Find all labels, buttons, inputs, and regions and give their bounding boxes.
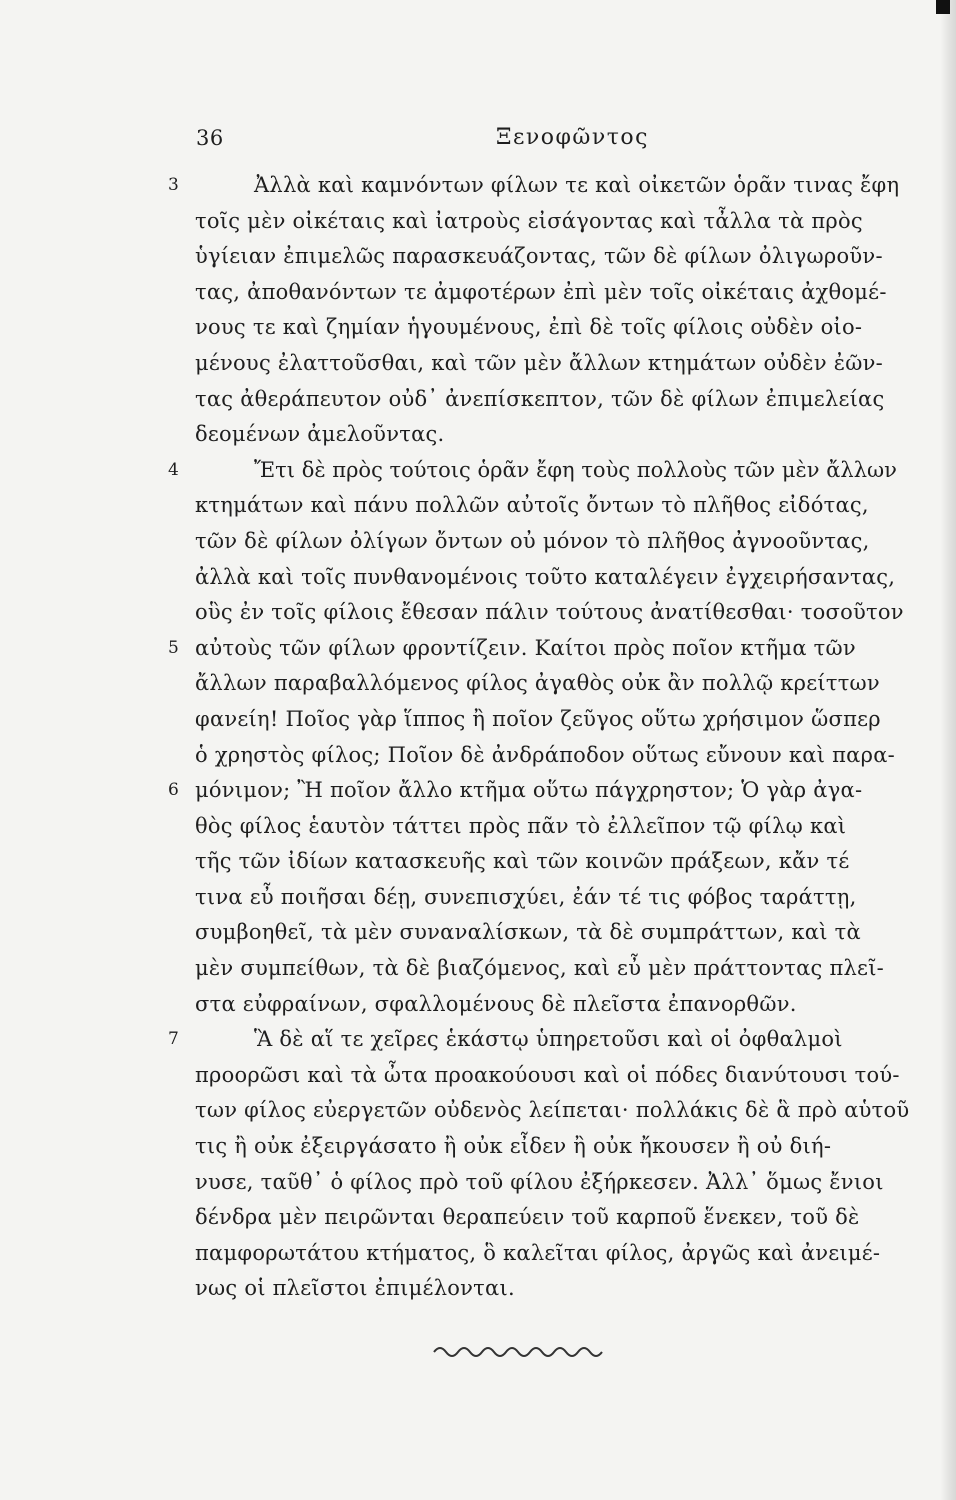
line-text: τας, ἀποθανόντων τε ἀμφοτέρων ἐπὶ μὲν τοῖς οἰκέταις ἀχθομέ- <box>195 279 887 304</box>
text-line <box>190 666 910 702</box>
line-text: μὲν συμπείθων, τὰ δὲ βιαζόμενος, καὶ εὖ μὲν πράττοντας πλεῖ- <box>195 956 885 981</box>
text-line <box>168 631 910 667</box>
line-text: τις ἢ οὐκ ἐξειργάσατο ἢ οὐκ εἶδεν ἢ οὐκ ἤκουσεν ἢ οὐ διή- <box>195 1134 832 1159</box>
line-text: τῆς τῶν ἰδίων κατασκευῆς καὶ τῶν κοινῶν πράξεων, κἄν τέ <box>195 849 850 874</box>
text-line <box>190 1200 910 1236</box>
line-text: τῶν δὲ φίλων ὀλίγων ὄντων οὐ μόνον τὸ πλῆθος ἀγνοοῦντας, <box>195 528 870 553</box>
text-line <box>190 1093 910 1129</box>
text-line <box>190 1165 910 1201</box>
section-number: 5 <box>168 637 180 658</box>
line-text: συμβοηθεῖ, τὰ μὲν συναναλίσκων, τὰ δὲ συμπράττων, καὶ τὰ <box>195 920 861 945</box>
line-text: νους τε καὶ ζημίαν ἡγουμένους, ἐπὶ δὲ τοῖς φίλοις οὐδὲν οἰο- <box>195 315 863 340</box>
text-line <box>190 987 910 1023</box>
end-ornament <box>430 1340 620 1364</box>
line-text: παμφορωτάτου κτήματος, ὃ καλεῖται φίλος, ἀργῶς καὶ ἀνειμέ- <box>195 1240 881 1265</box>
line-text: τας ἀθεράπευτον οὐδ᾽ ἀνεπίσκεπτον, τῶν δὲ φίλων ἐπιμελείας <box>195 386 885 411</box>
text-line <box>190 275 910 311</box>
page-edge-shadow <box>940 0 956 1500</box>
line-text: ἄλλων παραβαλλόμενος φίλος ἀγαθὸς οὐκ ἂν πολλῷ κρείττων <box>195 671 880 696</box>
text-line <box>168 773 910 809</box>
body-text <box>168 168 910 1307</box>
text-line <box>190 809 910 845</box>
line-text: στα εὐφραίνων, σφαλλομένους δὲ πλεῖστα ἐπανορθῶν. <box>195 991 797 1016</box>
page-number: 36 <box>196 126 224 150</box>
section-number: 7 <box>168 1029 180 1050</box>
text-line <box>190 880 910 916</box>
line-text: νως οἱ πλεῖστοι ἐπιμέλονται. <box>195 1276 515 1301</box>
line-text: ὁ χρηστὸς φίλος; Ποῖον δὲ ἀνδράποδον οὕτως εὔνουν καὶ παρα- <box>195 742 895 767</box>
line-text: δεομένων ἀμελοῦντας. <box>195 422 445 447</box>
text-line <box>168 1022 910 1058</box>
section-number: 3 <box>168 175 180 195</box>
line-text: μόνιμον; Ἢ ποῖον ἄλλο κτῆμα οὕτω πάγχρηστον; Ὁ γὰρ ἀγα- <box>195 778 863 803</box>
line-text: δένδρα μὲν πειρῶνται θεραπεύειν τοῦ καρποῦ ἕνεκεν, τοῦ δὲ <box>195 1205 860 1230</box>
line-text: φανείη! Ποῖος γὰρ ἵππος ἢ ποῖον ζεῦγος οὕτω χρήσιμον ὥσπερ <box>195 706 881 731</box>
text-line <box>190 738 910 774</box>
text-line <box>190 595 910 631</box>
line-text: τοῖς μὲν οἰκέταις καὶ ἰατροὺς εἰσάγοντας καὶ τἆλλα τὰ πρὸς <box>195 208 863 233</box>
line-text: Ἔτι δὲ πρὸς τούτοις ὁρᾶν ἔφη τοὺς πολλοὺς τῶν μὲν ἄλλων <box>254 457 897 482</box>
line-text: οὓς ἐν τοῖς φίλοις ἔθεσαν πάλιν τούτους ἀνατίθεσθαι· τοσοῦτον <box>195 600 904 625</box>
running-head <box>0 118 956 158</box>
line-text: νυσε, ταῦθ᾽ ὁ φίλος πρὸ τοῦ φίλου ἐξήρκεσεν. Ἀλλ᾽ ὅμως ἔνιοι <box>195 1169 884 1194</box>
text-line <box>190 346 910 382</box>
text-line <box>190 844 910 880</box>
section-number: 4 <box>168 459 180 480</box>
text-line <box>190 1236 910 1272</box>
text-line <box>190 702 910 738</box>
text-line <box>190 417 910 453</box>
text-line <box>190 239 910 275</box>
line-text: Ἀλλὰ καὶ καμνόντων φίλων τε καὶ οἰκετῶν ὁρᾶν τινας ἔφη <box>254 173 900 197</box>
line-text: αὐτοὺς τῶν φίλων φροντίζειν. Καίτοι πρὸς ποῖον κτῆμα τῶν <box>195 635 856 660</box>
text-line <box>190 524 910 560</box>
text-line <box>168 453 910 489</box>
text-line <box>190 915 910 951</box>
text-line <box>190 1271 910 1307</box>
line-text: ἀλλὰ καὶ τοῖς πυνθανομένοις τοῦτο καταλέγειν ἐγχειρήσαντας, <box>195 564 896 589</box>
line-text: προορῶσι καὶ τὰ ὦτα προακούουσι καὶ οἱ πόδες διανύτουσι τού- <box>195 1062 900 1087</box>
scan-corner-mark <box>936 0 950 14</box>
line-text: ὑγίειαν ἐπιμελῶς παρασκευάζοντας, τῶν δὲ φίλων ὀλιγωροῦν- <box>195 244 883 269</box>
text-line <box>190 488 910 524</box>
text-line <box>190 560 910 596</box>
line-text: κτημάτων καὶ πάνυ πολλῶν αὐτοῖς ὄντων τὸ πλῆθος εἰδότας, <box>195 493 869 518</box>
text-line <box>190 310 910 346</box>
text-line <box>168 168 910 204</box>
text-line <box>190 1058 910 1094</box>
line-text: τινα εὖ ποιῆσαι δέῃ, συνεπισχύει, ἐάν τέ τις φόβος ταράττῃ, <box>195 884 857 909</box>
line-text: μένους ἐλαττοῦσθαι, καὶ τῶν μὲν ἄλλων κτημάτων οὐδὲν ἐῶν- <box>195 350 884 375</box>
text-line <box>190 951 910 987</box>
line-text: θὸς φίλος ἑαυτὸν τάττει πρὸς πᾶν τὸ ἐλλεῖπον τῷ φίλῳ καὶ <box>195 813 847 838</box>
text-line <box>190 204 910 240</box>
section-number: 6 <box>168 780 180 801</box>
running-title: Ξενοφῶντος <box>496 125 649 150</box>
line-text: Ἃ δὲ αἵ τε χεῖρες ἑκάστῳ ὑπηρετοῦσι καὶ οἱ ὀφθαλμοὶ <box>254 1027 843 1052</box>
line-text: των φίλος εὐεργετῶν οὐδενὸς λείπεται· πολλάκις δὲ ἃ πρὸ αὑτοῦ <box>195 1098 910 1123</box>
text-line <box>190 1129 910 1165</box>
text-line <box>190 382 910 418</box>
